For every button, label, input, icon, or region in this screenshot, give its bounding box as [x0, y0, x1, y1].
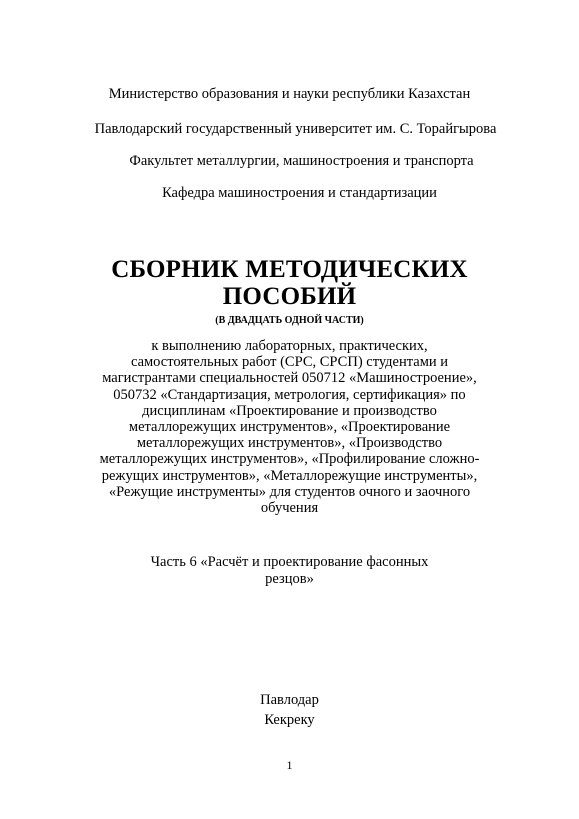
city-line-2: Кекреку: [264, 712, 315, 728]
description-line: дисциплинам «Проектирование и производство: [142, 402, 437, 419]
title-line-1: СБОРНИК МЕТОДИЧЕСКИХ: [111, 256, 468, 283]
department-line: Кафедра машиностроения и стандартизации: [162, 185, 437, 201]
city-line-1: Павлодар: [260, 692, 319, 708]
description-line: 050732 «Стандартизация, метрология, сертификация» по: [113, 386, 466, 403]
description-line: к выполнению лабораторных, практических,: [151, 338, 428, 354]
description-line: обучения: [260, 500, 319, 517]
university-line: Павлодарский государственный университет им. С. Торайгырова: [94, 121, 497, 137]
description-line: металлорежущих инструментов», «Проектирование: [128, 419, 451, 436]
faculty-line: Факультет металлургии, машиностроения и транспорта: [129, 153, 474, 169]
description-line: «Режущие инструменты» для студентов очного и заочного: [108, 483, 471, 500]
description-line: металлорежущих инструментов», «Производство: [136, 435, 443, 452]
description-line: металлорежущих инструментов», «Профилирование сложно-: [99, 451, 480, 468]
title-line-2: ПОСОБИЙ: [222, 283, 357, 310]
part-line-1: Часть 6 «Расчёт и проектирование фасонных: [150, 554, 429, 570]
description-block: [0, 338, 579, 516]
part-line-2: резцов»: [265, 571, 314, 587]
title-subtitle: (В ДВАДЦАТЬ ОДНОЙ ЧАСТИ): [215, 315, 364, 326]
ministry-line: Министерство образования и науки республики Казахстан: [108, 86, 471, 102]
page-number: 1: [286, 758, 293, 772]
description-line: режущих инструментов», «Металлорежущие инструменты»,: [101, 467, 478, 484]
description-line: магистрантами специальностей 050712 «Машиностроение»,: [102, 370, 477, 387]
description-line: самостоятельных работ (СРС, СРСП) студентами и: [130, 354, 449, 371]
